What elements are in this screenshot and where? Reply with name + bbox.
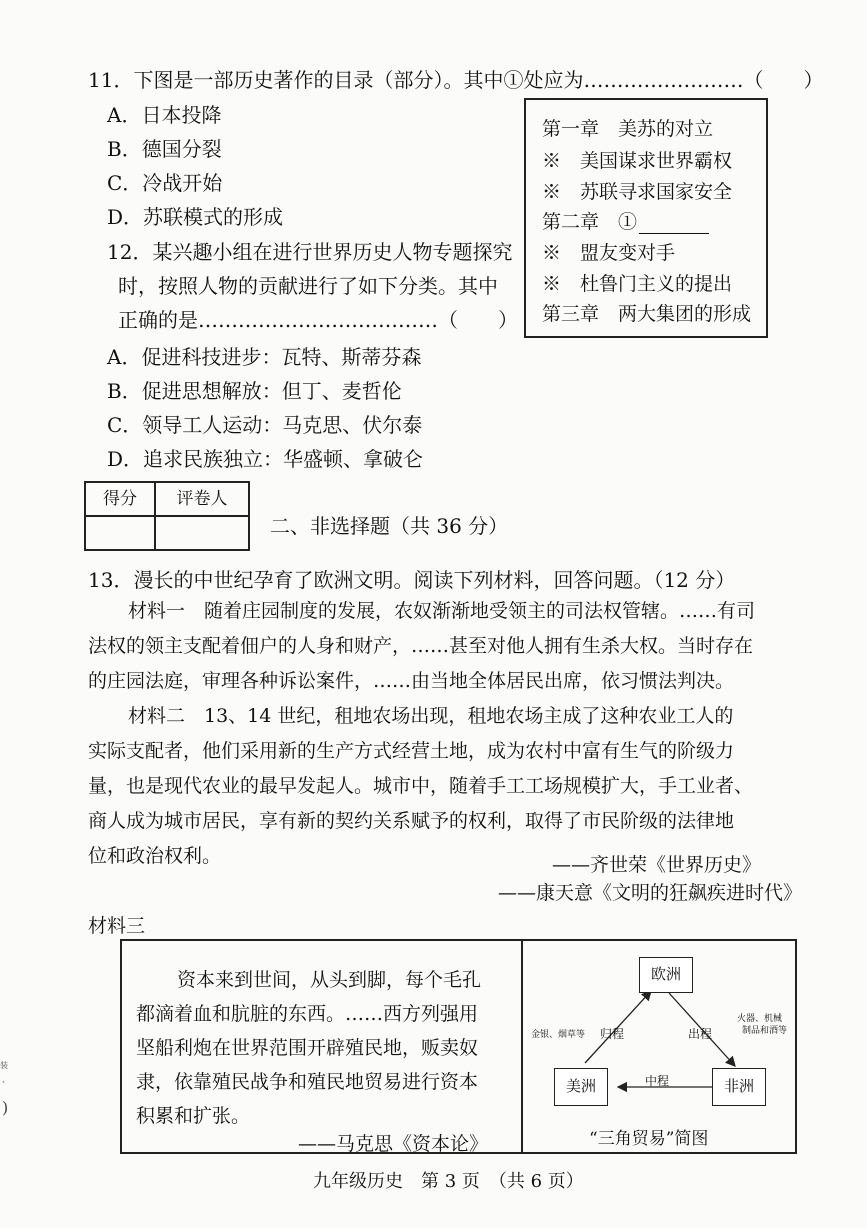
source-citation: ——齐世荣《世界历史》 (552, 854, 762, 876)
q12-option-a: A．促进科技进步：瓦特、斯蒂芬森 (107, 345, 422, 369)
q11-option-b: B．德国分裂 (107, 137, 222, 161)
edge-mark: 装 (0, 1061, 8, 1070)
material-two-line: 位和政治权利。 (88, 845, 222, 867)
score-header: 得分 (86, 483, 156, 517)
return-goods: 金银、烟草等 (531, 1030, 586, 1040)
toc-line-blank (542, 207, 709, 234)
quote-line: 坚船利炮在世界范围开辟殖民地，贩卖奴 (136, 1037, 479, 1059)
quote-line: 隶，依靠殖民战争和殖民地贸易进行资本 (136, 1071, 479, 1093)
toc-line: ※ 苏联寻求国家安全 (542, 181, 733, 203)
toc-chapter-two: 第二章 ① (542, 211, 638, 233)
edge-mark: 、 (2, 1075, 10, 1084)
q11-option-c: C．冷战开始 (107, 171, 223, 195)
node-america: 美洲 (554, 1068, 608, 1106)
material-three-box (120, 939, 797, 1154)
return-leg-label: 归程 (600, 1027, 625, 1041)
middle-leg-label: 中程 (645, 1074, 670, 1088)
q12-stem-line: 时，按照人物的贡献进行了如下分类。其中 (118, 274, 498, 298)
material-two-line: 商人成为城市居民，享有新的契约关系赋予的权利，取得了市民阶级的法律地 (88, 810, 735, 832)
q12-option-c: C．领导工人运动：马克思、伏尔泰 (107, 413, 423, 437)
toc-line: ※ 杜鲁门主义的提出 (542, 273, 733, 295)
source-citation: ——康天意《文明的狂飙疾进时代》 (498, 882, 803, 904)
material-two-line: 材料二 13、14 世纪，租地农场出现，租地农场主成了这种农业工人的 (128, 705, 734, 727)
toc-line: ※ 美国谋求世界霸权 (542, 150, 733, 172)
material-one-line: 的庄园法庭，审理各种诉讼案件，……由当地全体居民出席，依习惯法判决。 (88, 670, 735, 692)
q12-option-b: B．促进思想解放：但丁、麦哲伦 (107, 379, 402, 403)
q13-stem: 13．漫长的中世纪孕育了欧洲文明。阅读下列材料，回答问题。（12 分） (88, 568, 736, 592)
q11-stem: 11．下图是一部历史著作的目录（部分）。其中①处应为……………………（ ） (88, 68, 824, 92)
material-one-line: 材料一 随着庄园制度的发展，农奴渐渐地受领主的司法权管辖。……有司 (128, 600, 756, 622)
quote-line: 资本来到世间，从头到脚，每个毛孔 (177, 969, 482, 991)
q11-option-a: A．日本投降 (107, 103, 222, 127)
q12-stem-line: 12．某兴趣小组在进行世界历史人物专题探究 (107, 240, 513, 264)
grader-cell[interactable] (156, 517, 248, 549)
edge-mark: ) (2, 1098, 9, 1117)
material-one-line: 法权的领主支配着佃户的人身和财产，……甚至对他人拥有生杀大权。当时存在 (88, 635, 754, 657)
quote-line: 都滴着血和肮脏的东西。……西方列强用 (136, 1003, 479, 1025)
material-two-line: 量，也是现代农业的最早发起人。城市中，随着手工工场规模扩大，手工业者、 (88, 775, 754, 797)
diagram-caption: “三角贸易”简图 (589, 1129, 709, 1149)
table-of-contents-box (524, 98, 768, 338)
toc-line: ※ 盟友变对手 (542, 242, 676, 264)
quote-line: 积累和扩张。 (136, 1105, 251, 1127)
q12-stem-line: 正确的是………………………………（ ） (118, 308, 518, 332)
q12-option-d: D．追求民族独立：华盛顿、拿破仑 (107, 447, 424, 471)
score-table (84, 481, 250, 551)
outward-goods: 火器、机械 (737, 1014, 783, 1024)
material-three-label: 材料三 (88, 915, 146, 937)
q11-option-d: D．苏联模式的形成 (107, 205, 284, 229)
material-two-line: 实际支配者，他们采用新的生产方式经营土地，成为农村中富有生气的阶级力 (88, 740, 735, 762)
outward-leg-label: 出程 (688, 1027, 713, 1041)
section-title: 二、非选择题（共 36 分） (270, 514, 509, 538)
quote-source: ——马克思《资本论》 (298, 1133, 489, 1155)
answer-blank (639, 215, 709, 234)
toc-line: 第三章 两大集团的形成 (542, 303, 752, 325)
outward-goods: 制品和酒等 (742, 1026, 788, 1036)
node-europe: 欧洲 (639, 957, 693, 993)
page-footer: 九年级历史 第 3 页 （共 6 页） (313, 1171, 584, 1192)
score-cell[interactable] (86, 517, 156, 549)
toc-line: 第一章 美苏的对立 (542, 118, 714, 140)
grader-header: 评卷人 (156, 483, 248, 517)
node-africa: 非洲 (712, 1068, 766, 1106)
